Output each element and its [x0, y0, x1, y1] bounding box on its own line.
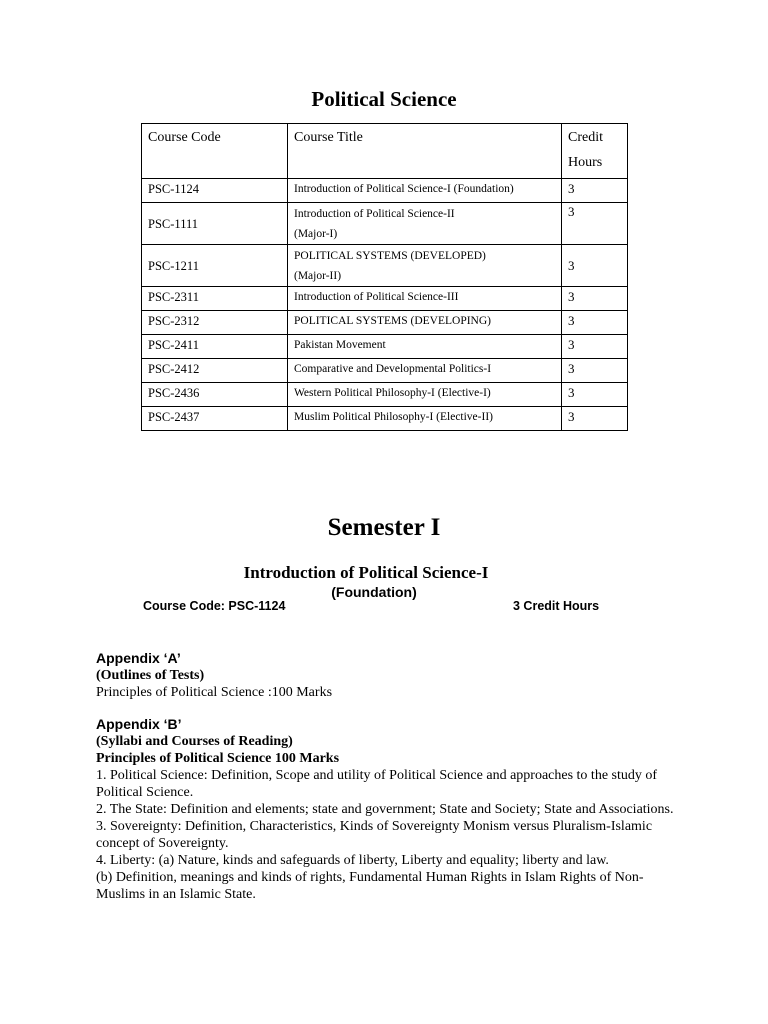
course-title-cell: Western Political Philosophy-I (Elective-I) — [288, 383, 562, 407]
table-row — [142, 335, 628, 359]
table-row — [142, 311, 628, 335]
table-row — [142, 203, 628, 245]
header-credit-hours — [562, 124, 628, 179]
course-code-label: Course Code: PSC-1124 — [143, 599, 286, 613]
course-code-cell: PSC-1211 — [142, 245, 288, 287]
course-title-cell: Comparative and Developmental Politics-I — [288, 359, 562, 383]
credit-hours-label: 3 Credit Hours — [513, 599, 600, 613]
table-row — [142, 179, 628, 203]
course-table — [141, 123, 628, 431]
course-title-cell: POLITICAL SYSTEMS (DEVELOPING) — [288, 311, 562, 335]
course-title-line1: POLITICAL SYSTEMS (DEVELOPED) — [294, 250, 486, 262]
page-title: Political Science — [311, 87, 457, 111]
appendix-a-heading: Appendix ‘A’ — [96, 650, 181, 666]
header-course-code: Course Code — [142, 124, 288, 179]
appendix-b-subheading2: Principles of Political Science 100 Marks — [96, 751, 340, 766]
appendix-a-subheading: (Outlines of Tests) — [96, 668, 205, 683]
course-code-cell: PSC-2312 — [142, 311, 288, 335]
credit-cell: 3 — [562, 311, 628, 335]
course-title-line2: (Major-I) — [294, 228, 338, 240]
course-title-cell: Pakistan Movement — [288, 335, 562, 359]
syllabus-item: 1. Political Science: Definition, Scope and utility of Political Science and approaches to the study of Political Science. — [96, 768, 658, 800]
semester-heading: Semester I — [327, 514, 441, 541]
course-code-cell: PSC-2311 — [142, 287, 288, 311]
appendix-a-line: Principles of Political Science :100 Marks — [96, 685, 333, 700]
course-code-cell: PSC-2437 — [142, 407, 288, 431]
table-header-row — [142, 124, 628, 179]
course-code-cell: PSC-2436 — [142, 383, 288, 407]
syllabus-item: 3. Sovereignty: Definition, Characteristics, Kinds of Sovereignty Monism versus Pluralism-Islamic concept of Sovereignty. — [96, 819, 653, 851]
header-credit-line1: Credit — [568, 130, 603, 145]
course-subheading: (Foundation) — [331, 584, 417, 600]
syllabus-item: 2. The State: Definition and elements; state and government; State and Society; State and Associations. — [96, 802, 674, 817]
course-title-line1: Introduction of Political Science-II — [294, 208, 455, 220]
table-row — [142, 407, 628, 431]
course-code-cell: PSC-2412 — [142, 359, 288, 383]
credit-cell: 3 — [562, 335, 628, 359]
table-row — [142, 383, 628, 407]
appendix-b-subheading: (Syllabi and Courses of Reading) — [96, 734, 293, 749]
credit-cell: 3 — [562, 203, 628, 245]
course-title-cell — [288, 203, 562, 245]
course-code-cell: PSC-1124 — [142, 179, 288, 203]
syllabus-item: 4. Liberty: (a) Nature, kinds and safeguards of liberty, Liberty and equality; liberty and law. — [96, 853, 609, 868]
credit-cell: 3 — [562, 245, 628, 287]
table-row — [142, 359, 628, 383]
credit-cell: 3 — [562, 287, 628, 311]
course-code-cell: PSC-2411 — [142, 335, 288, 359]
course-title-cell: Introduction of Political Science-III — [288, 287, 562, 311]
course-title-cell: Muslim Political Philosophy-I (Elective-II) — [288, 407, 562, 431]
appendix-b-heading: Appendix ‘B’ — [96, 716, 182, 732]
header-credit-line2: Hours — [568, 155, 603, 170]
course-heading: Introduction of Political Science-I — [243, 563, 489, 582]
table-row — [142, 245, 628, 287]
credit-cell: 3 — [562, 359, 628, 383]
course-title-line2: (Major-II) — [294, 270, 342, 282]
course-code-cell: PSC-1111 — [142, 203, 288, 245]
appendix-a-section — [96, 650, 686, 701]
course-title-cell — [288, 245, 562, 287]
course-title-cell: Introduction of Political Science-I (Foundation) — [288, 179, 562, 203]
table-row — [142, 287, 628, 311]
header-course-title: Course Title — [288, 124, 562, 179]
syllabus-item: (b) Definition, meanings and kinds of rights, Fundamental Human Rights in Islam Rights of Non-Muslims in an Islamic State. — [96, 870, 644, 902]
appendix-b-section — [96, 716, 686, 903]
credit-cell: 3 — [562, 179, 628, 203]
credit-cell: 3 — [562, 407, 628, 431]
credit-cell: 3 — [562, 383, 628, 407]
